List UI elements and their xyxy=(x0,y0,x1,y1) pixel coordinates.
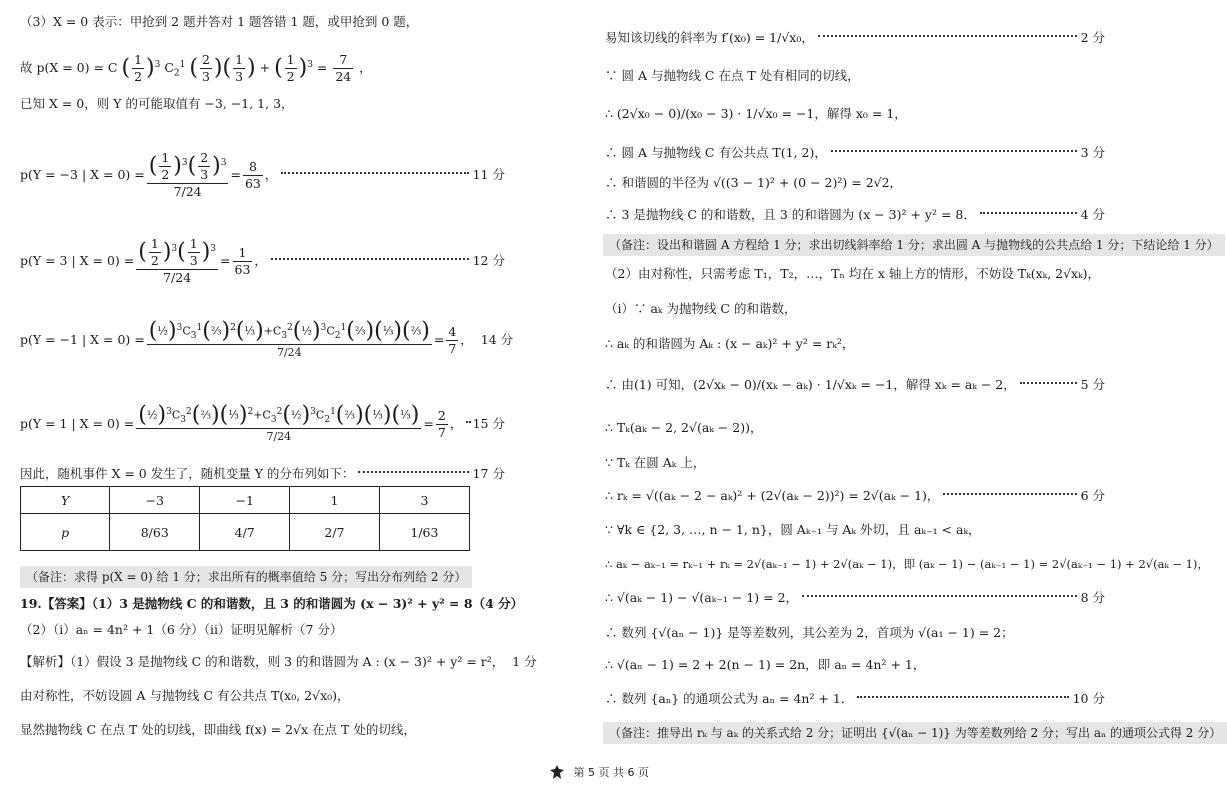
table-cell: 2/7 xyxy=(290,514,380,551)
table-cell: 1 xyxy=(290,487,380,514)
score: 12 分 xyxy=(472,253,505,268)
score: 11 分 xyxy=(472,167,505,182)
comma: ， xyxy=(359,60,372,75)
score: 14 分 xyxy=(480,332,514,348)
page-number: 第 5 页 共 6 页 xyxy=(573,766,649,779)
table-cell: p xyxy=(21,514,110,551)
line-text: ∴ rₖ = √((aₖ − 2 − aₖ)² + (2√(aₖ − 2))²) = 2√(aₖ − 1)， xyxy=(605,488,940,503)
eq-label: p(Y = 1 | X = 0) = xyxy=(20,416,135,432)
distribution-table xyxy=(20,486,470,551)
text-line: 由对称性，不妨设圆 A 与抛物线 C 有公共点 T(x₀, 2√x₀)， xyxy=(20,688,350,703)
text-line: ∵ Tₖ 在圆 Aₖ 上， xyxy=(605,455,706,470)
formula-line xyxy=(605,691,1105,707)
conclusion-line xyxy=(20,466,505,482)
solve-line xyxy=(605,377,1105,393)
note-box: （备注：推导出 rₖ 与 aₖ 的关系式给 2 分；证明出 {√(aₙ − 1)} 为等差数列给 2 分；写出 aₙ 的通项公式得 2 分） xyxy=(603,722,1227,744)
text-line: ∴ 数列 {√(aₙ − 1)} 是等差数列，其公差为 2，首项为 √(a₁ − 1) = 2； xyxy=(605,625,1014,640)
table-cell: −1 xyxy=(200,487,290,514)
text-line: ∴ aₖ − aₖ₋₁ = rₖ₋₁ + rₖ = 2√(aₖ₋₁ − 1) + 2√(aₖ − 1)，即 (aₖ − 1) − (aₖ₋₁ − 1) = 2√(aₖ₋₁ − 1) + 2√(aₖ − 1)， xyxy=(605,557,1209,571)
eq-y-neg3: p(Y = −3 | X = 0) = ( $\frac{1}{2}$ )$^3$( $\frac{2}{3}$ )$^3$ 7/24 = $\frac{8}{63}$ ， 11 分 xyxy=(20,150,505,199)
table-cell: 8/63 xyxy=(110,514,200,551)
line-text: ∴ 圆 A 与抛物线 C 有公共点 T(1, 2)， xyxy=(605,145,827,160)
score: 2 分 xyxy=(1080,30,1105,45)
table-cell: 3 xyxy=(379,487,469,514)
px0-result: $\frac{7}{24}$ xyxy=(335,52,352,84)
line-text: ∴ 3 是抛物线 C 的和谐数，且 3 的和谐圆为 (x − 3)² + y² = 8． xyxy=(605,207,976,222)
score: 5 分 xyxy=(1080,377,1105,392)
eq-label: p(Y = −1 | X = 0) = xyxy=(20,332,145,348)
eq-y-3: p(Y = 3 | X = 0) = ( $\frac{1}{2}$ )$^3$( $\frac{1}{3}$ )$^3$ 7/24 = $\frac{1}{63}$ ， 12 分 xyxy=(20,236,505,285)
table-cell: 4/7 xyxy=(200,514,290,551)
line-text: ∴ 数列 {aₙ} 的通项公式为 aₙ = 4n² + 1． xyxy=(605,691,854,706)
left-column xyxy=(20,0,537,760)
score: 6 分 xyxy=(1080,488,1105,503)
table-cell: 1/63 xyxy=(379,514,469,551)
score: 10 分 xyxy=(1072,691,1105,706)
answer-19: 19.【答案】（1）3 是抛物线 C 的和谐数，且 3 的和谐圆为 (x − 3)² + y² = 8（4 分） xyxy=(20,596,524,611)
eq-label: p(Y = 3 | X = 0) = xyxy=(20,253,135,268)
text-line: ∴ (2√x₀ − 0)/(x₀ − 3) · 1/√x₀ = −1，解得 x₀ = 1， xyxy=(605,106,907,121)
point-line xyxy=(605,145,1105,161)
analysis-line xyxy=(20,654,537,670)
score: 15 分 xyxy=(472,416,505,432)
text-line: ∴ aₖ 的和谐圆为 Aₖ : (x − aₖ)² + y² = rₖ²， xyxy=(605,336,855,351)
line-text: ∴ √(aₖ − 1) − √(aₖ₋₁ − 1) = 2， xyxy=(605,590,799,605)
px0-equation: 故 p(X = 0) = C ( $\frac{1}{2}$ )$^3$ $C_2^1$ ( $\frac{2}{3}$ )( $\frac{1}{3}$ ) + ( $\frac{1}{2}$ )$^3$ = $\frac{7}{24}$ ， xyxy=(20,52,372,84)
table-cell: −3 xyxy=(110,487,200,514)
eq-y-1: p(Y = 1 | X = 0) = $\frac{(\frac{1}{2})^3C_3^2(\frac{2}{3})(\frac{1}{3})^2+C_3^2(\frac{1}{2})^3C_2^1(\frac{2}{3})(\frac{1}{3})(\frac{1}{3})}{7/24}$ = $\frac{2}{7}$ ， 15 分 xyxy=(20,402,505,443)
slope-line xyxy=(605,30,1105,46)
text-line: （i）∵ aₖ 为抛物线 C 的和谐数， xyxy=(605,301,797,316)
score: 17 分 xyxy=(472,466,505,481)
text-line: ∴ √(aₙ − 1) = 2 + 2(n − 1) = 2n，即 aₙ = 4n² + 1， xyxy=(605,657,926,672)
line-text: 易知该切线的斜率为 f′(x₀) = 1/√x₀， xyxy=(605,30,814,45)
right-column xyxy=(605,0,1222,760)
text-line: ∵ 圆 A 与抛物线 C 在点 T 处有相同的切线， xyxy=(605,68,860,83)
text-line: ∴ Tₖ(aₖ − 2, 2√(aₖ − 2))， xyxy=(605,420,763,435)
score: 4 分 xyxy=(1080,207,1105,222)
text-line: ∴ 和谐圆的半径为 √((3 − 1)² + (0 − 2)²) = 2√2， xyxy=(605,175,903,190)
table-cell: Y xyxy=(21,487,110,514)
analysis-text: 【解析】（1）假设 3 是抛物线 C 的和谐数，则 3 的和谐圆为 A : (x − 3)² + y² = r²， xyxy=(20,654,505,669)
table-row xyxy=(21,487,470,514)
text-line: 已知 X = 0，则 Y 的可能取值有 −3, −1, 1, 3， xyxy=(20,96,294,111)
logo-icon xyxy=(550,765,564,779)
note-box: （备注：设出和谐圆 A 方程给 1 分；求出切线斜率给 1 分；求出圆 A 与抛物线的公共点给 1 分；下结论给 1 分） xyxy=(603,234,1225,256)
diff-line xyxy=(605,590,1105,606)
score: 8 分 xyxy=(1080,590,1105,605)
score: 1 分 xyxy=(512,654,537,669)
text-line: ∵ ∀k ∈ {2, 3, …, n − 1, n}，圆 Aₖ₋₁ 与 Aₖ 外切，且 aₖ₋₁ < aₖ， xyxy=(605,522,981,537)
eq-y-neg1: p(Y = −1 | X = 0) = $\frac{(\frac{1}{2})^3C_3^1(\frac{2}{3})^2(\frac{1}{3})+C_3^2(\frac{1}{2})^3C_2^1(\frac{2}{3})(\frac{1}{3})(\frac{2}{3})}{7/24}$ = $\frac{4}{7}$ ， 14 分 xyxy=(20,318,514,359)
radius-line xyxy=(605,488,1105,504)
eq-label: p(Y = −3 | X = 0) = xyxy=(20,167,145,182)
text-line: （2）由对称性，只需考虑 T₁，T₂，…，Tₙ 均在 x 轴上方的情形，不妨设 Tₖ(xₖ, 2√xₖ)， xyxy=(605,266,1101,281)
text-line: 显然抛物线 C 在点 T 处的切线，即曲线 f(x) = 2√x 在点 T 处的切线， xyxy=(20,722,416,737)
table-row xyxy=(21,514,470,551)
answer-19b: （2）（i）aₙ = 4n² + 1（6 分）（ii）证明见解析（7 分） xyxy=(20,622,343,637)
line-text: ∴ 由(1) 可知，(2√xₖ − 0)/(xₖ − aₖ) · 1/√xₖ = −1，解得 xₖ = aₖ − 2， xyxy=(605,377,1016,392)
text-line: （3）X = 0 表示：甲抢到 2 题并答对 1 题答错 1 题，或甲抢到 0 题， xyxy=(20,14,419,29)
conclusion-line xyxy=(605,207,1105,223)
note-box: （备注：求得 p(X = 0) 给 1 分；求出所有的概率值给 5 分；写出分布列给 2 分） xyxy=(20,566,472,588)
px0-prefix: 故 p(X = 0) = C xyxy=(20,60,118,75)
page-footer xyxy=(0,764,1199,780)
score: 3 分 xyxy=(1080,145,1105,160)
conclusion-text: 因此，随机事件 X = 0 发生了，随机变量 Y 的分布列如下： xyxy=(20,466,355,481)
